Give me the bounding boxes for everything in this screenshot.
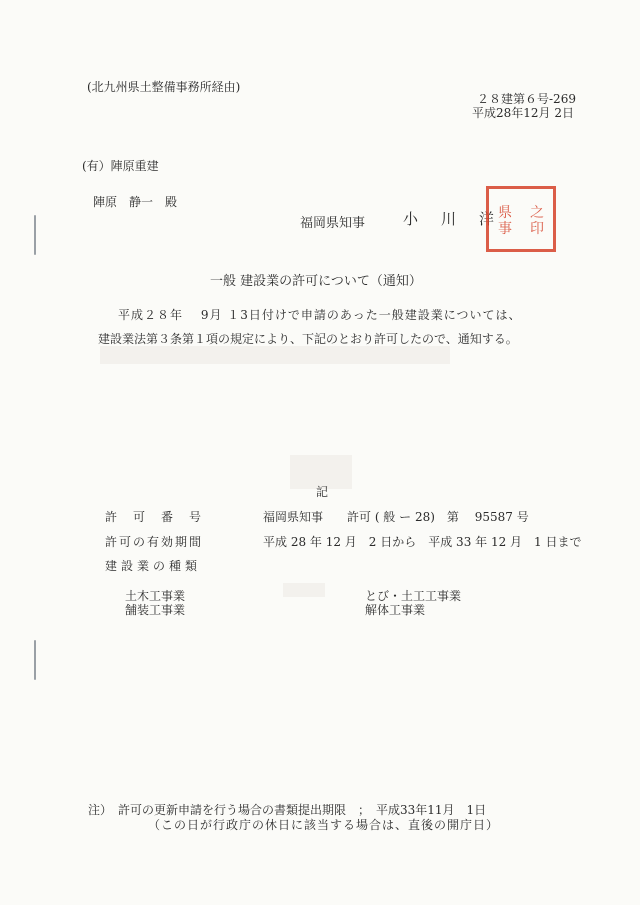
- type-item: 舗装工事業: [125, 603, 186, 617]
- seal-char: 事: [498, 220, 512, 237]
- punch-mark-bottom: [34, 640, 36, 680]
- row-label-permit-number: 許 可 番 号: [105, 510, 204, 524]
- official-seal: [486, 186, 556, 252]
- company-name: (有）陣原重建: [82, 159, 159, 173]
- doc-number: ２８建第６号-269: [477, 92, 576, 106]
- seal-char: 県: [498, 204, 512, 221]
- type-item: 土木工事業: [125, 589, 186, 603]
- document-title: 一般 建設業の許可について（通知）: [210, 274, 422, 289]
- route-note: (北九州県土整備事務所経由): [87, 80, 241, 94]
- row-value-permit-number: 福岡県知事 許可 ( 般 ー 28) 第 95587 号: [263, 510, 529, 524]
- issuer-title: 福岡県知事: [300, 216, 366, 231]
- issuer-name: 小 川 洋: [403, 210, 499, 228]
- ki-heading: 記: [316, 485, 329, 499]
- footnote-line-1: 注） 許可の更新申請を行う場合の書類提出期限 ； 平成33年11月 1日: [88, 803, 487, 817]
- row-value-validity: 平成 28 年 12 月 2 日から 平成 33 年 12 月 1 日まで: [263, 535, 582, 549]
- bleed-through-mark: [100, 346, 450, 364]
- bleed-through-mark: [283, 583, 325, 597]
- body-line-2: 建設業法第３条第１項の規定により、下記のとおり許可したので、通知する。: [98, 332, 518, 346]
- footnote-line-2: （この日が行政庁の休日に該当する場合は、直後の開庁日）: [148, 818, 500, 832]
- type-item: とび・土工工事業: [365, 589, 462, 603]
- doc-date: 平成28年12月 2日: [472, 106, 574, 120]
- addressee: 陣原 静一 殿: [93, 195, 178, 209]
- type-item: 解体工事業: [365, 603, 426, 617]
- body-line-1: 平成２８年 9月 １3日付けで申請のあった一般建設業については、: [118, 308, 522, 322]
- punch-mark-top: [34, 215, 36, 255]
- seal-char: 之: [530, 204, 544, 221]
- row-label-validity: 許可の有効期間: [105, 535, 204, 549]
- seal-char: 印: [530, 220, 544, 237]
- row-label-business-types: 建設業の種類: [105, 559, 202, 573]
